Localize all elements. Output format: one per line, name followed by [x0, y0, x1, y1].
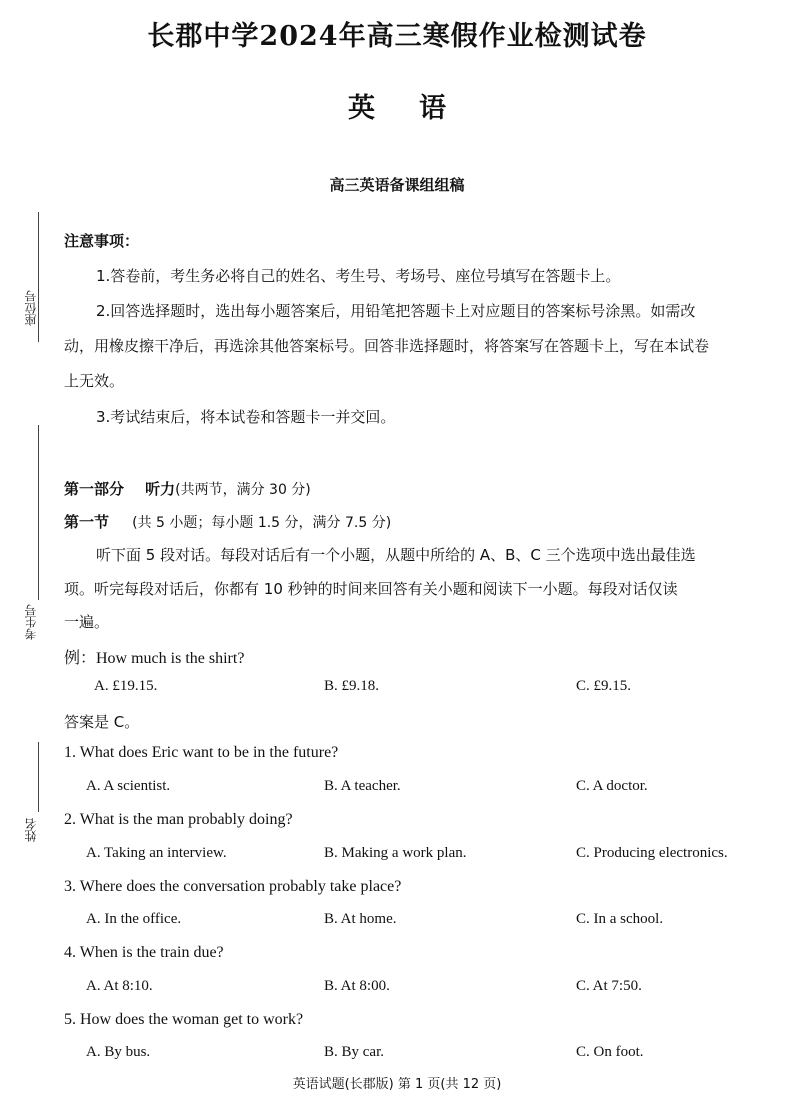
question-1-option-c: C. A doctor.	[576, 778, 648, 794]
section1-note: (共 5 小题；每小题 1.5 分，满分 7.5 分)	[132, 515, 392, 531]
question-1-option-b: B. A teacher.	[324, 778, 401, 794]
question-5-option-c: C. On foot.	[576, 1044, 644, 1060]
name-label: 姓名	[24, 818, 38, 842]
part1-heading	[64, 478, 311, 499]
question-5-option-b: B. By car.	[324, 1044, 384, 1060]
notice-item-3: 3.考试结束后，将本试卷和答题卡一并交回。	[96, 408, 396, 426]
question-1: 1. What does Eric want to be in the future?	[64, 744, 339, 761]
part1-title: 第一部分	[64, 480, 125, 498]
section1-instructions-3: 一遍。	[64, 613, 110, 631]
question-1-option-a: A. A scientist.	[86, 778, 171, 794]
question-5-option-a: A. By bus.	[86, 1044, 151, 1060]
question-3: 3. Where does the conversation probably take place?	[64, 878, 402, 895]
part1-name: 听力	[145, 480, 176, 498]
example-answer: 答案是 C。	[64, 713, 140, 731]
question-2: 2. What is the man probably doing?	[64, 811, 293, 828]
question-4-option-c: C. At 7:50.	[576, 978, 642, 994]
prepared-by: 高三英语备课组组稿	[329, 176, 465, 194]
page-footer: 英语试题(长郡版) 第 1 页(共 12 页)	[292, 1077, 502, 1092]
name-line	[38, 742, 39, 812]
section1-heading	[64, 511, 391, 532]
section1-instructions-1: 听下面 5 段对话。每段对话后有一个小题，从题中所给的 A、B、C 三个选项中选出最佳选	[96, 546, 696, 564]
example-option-a: A. £19.15.	[94, 678, 158, 694]
section1-instructions-2: 项。听完每段对话后，你都有 10 秒钟的时间来回答有关小题和阅读下一小题。每段对话仅读	[64, 580, 678, 598]
example-option-b: B. £9.18.	[324, 678, 380, 694]
question-3-option-a: A. In the office.	[86, 911, 182, 927]
question-2-option-b: B. Making a work plan.	[324, 845, 467, 861]
notice-heading: 注意事项：	[64, 232, 140, 250]
question-4-option-b: B. At 8:00.	[324, 978, 390, 994]
seat-number-label: 座位号	[24, 290, 38, 326]
question-5: 5. How does the woman get to work?	[64, 1011, 304, 1028]
notice-item-1: 1.答卷前，考生务必将自己的姓名、考生号、考场号、座位号填写在答题卡上。	[96, 267, 621, 285]
subject-title: 英语	[348, 93, 490, 124]
candidate-number-line	[38, 425, 39, 600]
candidate-number-label: 考生号	[24, 604, 38, 640]
notice-item-2-cont: 动，用橡皮擦干净后，再选涂其他答案标号。回答非选择题时，将答案写在答题卡上，写在本试卷	[64, 337, 710, 355]
exam-title: 长郡中学2024年高三寒假作业检测试卷	[147, 21, 647, 52]
part1-note: (共两节，满分 30 分)	[175, 482, 311, 498]
question-4: 4. When is the train due?	[64, 944, 224, 961]
question-3-option-b: B. At home.	[324, 911, 397, 927]
notice-item-2: 2.回答选择题时，选出每小题答案后，用铅笔把答题卡上对应题目的答案标号涂黑。如需改	[96, 302, 696, 320]
question-2-option-a: A. Taking an interview.	[86, 845, 227, 861]
example-question: 例：How much is the shirt?	[64, 650, 245, 667]
example-option-c: C. £9.15.	[576, 678, 632, 694]
notice-item-2-end: 上无效。	[64, 372, 125, 390]
question-2-option-c: C. Producing electronics.	[576, 845, 728, 861]
section1-title: 第一节	[64, 513, 110, 531]
question-3-option-c: C. In a school.	[576, 911, 664, 927]
question-4-option-a: A. At 8:10.	[86, 978, 153, 994]
